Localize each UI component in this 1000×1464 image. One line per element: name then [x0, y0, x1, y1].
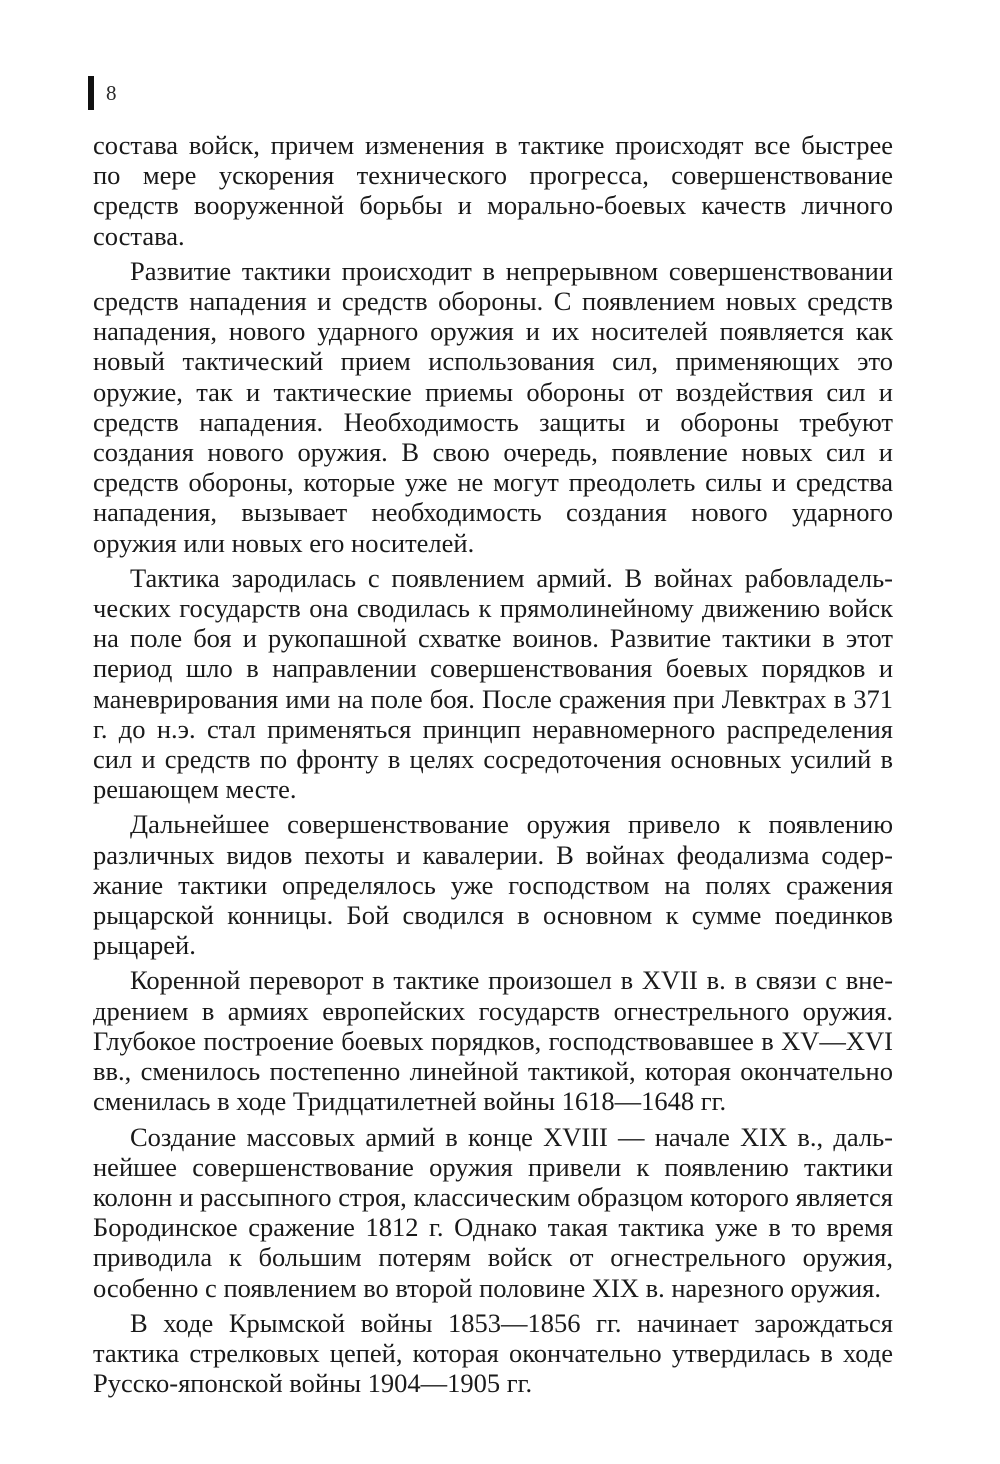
paragraph-5: Коренной переворот в тактике произошел в XVII в. в связи с внедрением в армиях европейских государств огнестрельного оружия. Глубокое построение боевых порядков, господствовавшее в XV—XVI вв., сменилось постепенно линейной тактикой, которая окончательно сменилась в ходе Тридцатилетней войны 1618—1648 гг.	[93, 965, 893, 1117]
paragraph-6: Создание массовых армий в конце XVIII — начале XIX в., дальнейшее совершенствование оружия привели к появлению тактики колонн и рассыпного строя, классическим образцом которого является Бородинское сражение 1812 г. Однако такая тактика уже в то время приводила к большим потерям войск от огнестрельного оружия, особенно с появлением во второй половине XIX в. нарезного оружия.	[93, 1121, 893, 1303]
paragraph-4: Дальнейшее совершенствование оружия привело к появлению различных видов пехоты и кавалерии. В войнах феодализма содержание тактики определялось уже господством на полях сражения рыцарской конницы. Бой сводился в основном к сумме поединков рыцарей.	[93, 809, 893, 961]
paragraph-7: В ходе Крымской войны 1853—1856 гг. начинает зарождаться тактика стрелковых цепей, которая окончательно утвердилась в ходе Русско-японской войны 1904—1905 гг.	[93, 1307, 893, 1399]
page-number: 8	[106, 80, 117, 105]
paragraph-1: состава войск, причем изменения в тактике происходят все быстрее по мере ускорения технического прогресса, совершенствование средств вооруженной борьбы и морально-боевых качеств личного состава.	[93, 130, 893, 251]
page-header	[88, 76, 117, 110]
paragraph-3: Тактика зародилась с появлением армий. В войнах рабовладельческих государств она сводилась к прямолинейному движению войск на поле боя и рукопашной схватке воинов. Развитие тактики в этот период шло в направлении совершенствования боевых порядков и маневрирования ими на поле боя. После сражения при Левктрах в 371 г. до н.э. стал применяться принцип неравномерного распределения сил и средств по фронту в целях сосредоточения основных усилий в решающем месте.	[93, 562, 893, 805]
paragraph-2: Развитие тактики происходит в непрерывном совершенствовании средств нападения и средств обороны. С появлением новых средств нападения, нового ударного оружия и их носителей появляется как новый тактический прием использования сил, применяющих это оружие, так и тактические приемы обороны от воздействия сил и средств нападения. Необходимость защиты и обороны требуют создания нового оружия. В свою очередь, появление новых сил и средств обороны, которые уже не могут преодолеть силы и средства нападения, вызывает необходимость создания нового ударного оружия или новых его носителей.	[93, 255, 893, 558]
page-marker-bar	[88, 76, 94, 110]
body-text	[93, 130, 893, 1403]
